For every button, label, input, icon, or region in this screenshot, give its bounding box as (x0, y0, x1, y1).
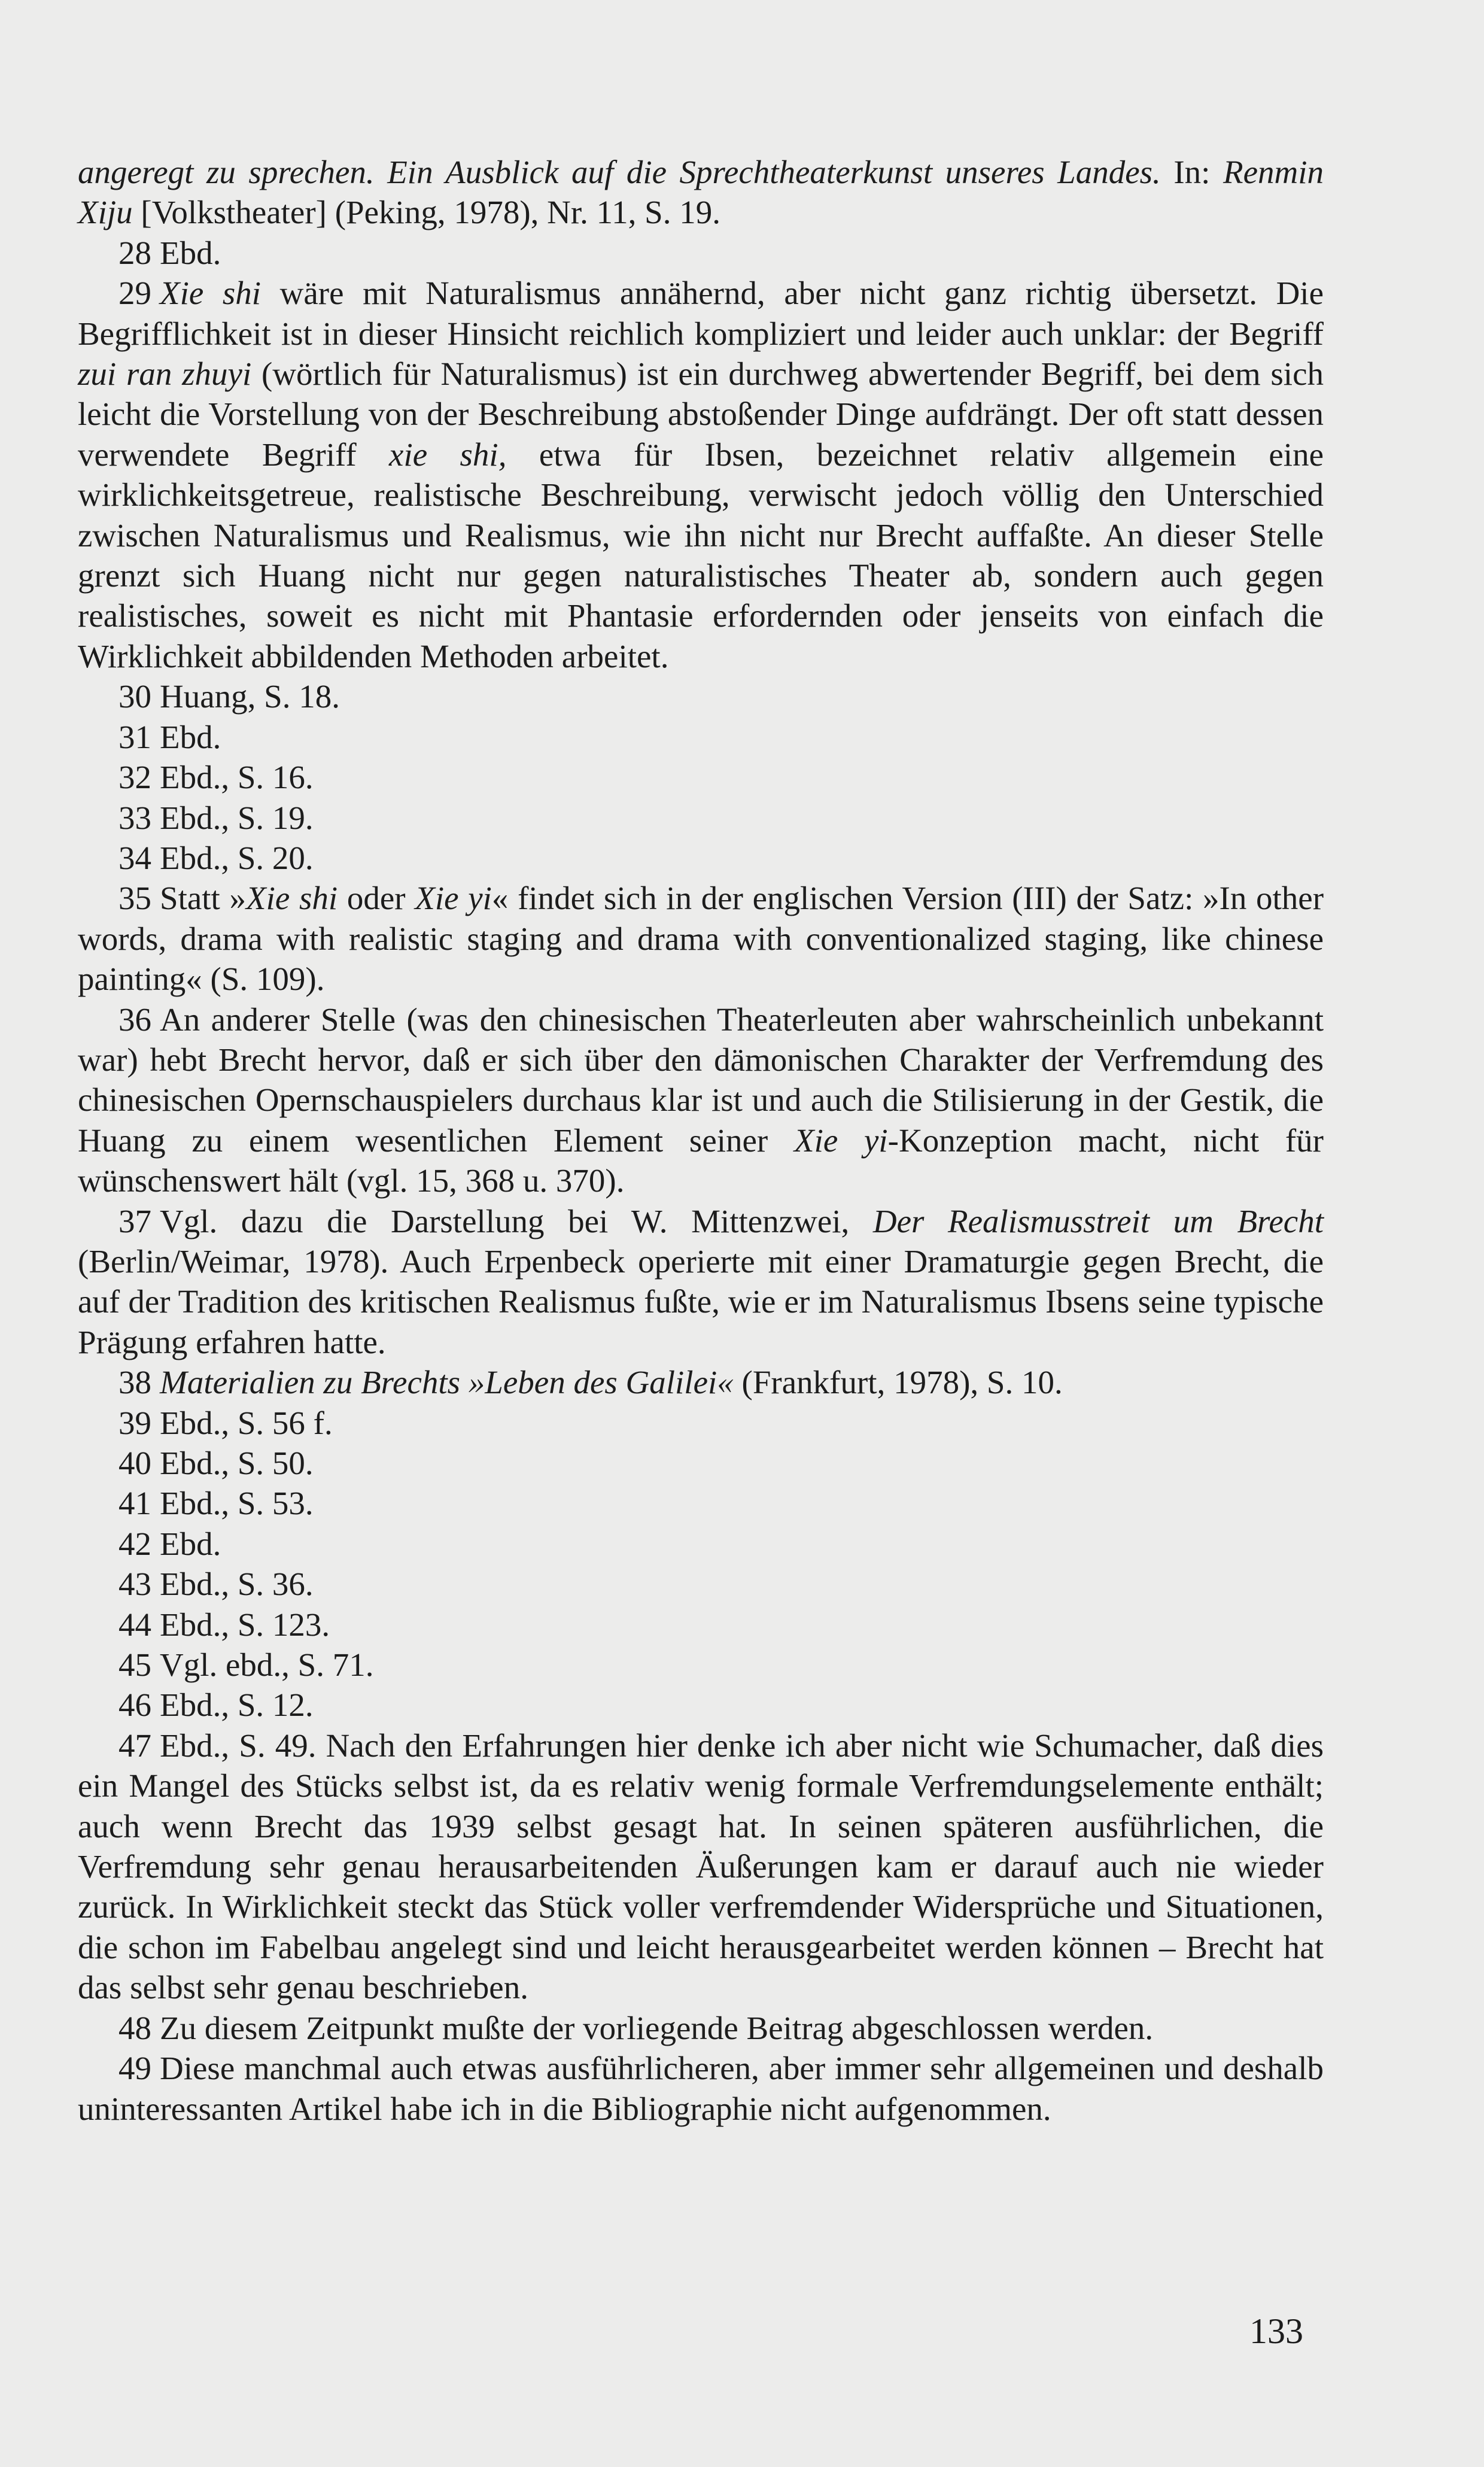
endnote-41 (78, 1483, 1324, 1523)
endnote-number: 44 (118, 1606, 151, 1643)
endnote-number: 41 (118, 1485, 151, 1522)
note-text: An anderer Stelle (was den chinesischen Theaterleuten aber wahrscheinlich unbekannt war) hebt Brecht hervor, daß er sich über den dämonischen Charakter der Verfremdung des chinesischen Opernschauspielers durchaus klar ist und auch die Stilisierung in der Gestik, die Huang zu einem wesentlichen Element seiner (78, 1001, 1324, 1159)
endnote-29 (78, 273, 1324, 676)
italic-text: Materialien zu Brechts »Leben des Galilei« (160, 1364, 734, 1401)
endnote-47 (78, 1725, 1324, 2008)
endnote-32 (78, 757, 1324, 797)
note-text: etwa für Ibsen, bezeichnet relativ allgemein eine wirklichkeitsgetreue, realistische Beschreibung, verwischt jedoch völlig den Unterschied zwischen Naturalismus und Realismus, wie ihn nicht nur Brecht auffaßte. An dieser Stelle grenzt sich Huang nicht nur gegen naturalistisches Theater ab, sondern auch gegen realistisches, soweit es nicht mit Phantasie erfordernden oder jenseits von einfach die Wirklichkeit abbildenden Methoden arbeitet. (78, 436, 1324, 675)
endnote-42 (78, 1524, 1324, 1564)
endnote-38 (78, 1362, 1324, 1402)
endnote-number: 38 (118, 1364, 151, 1401)
note-text: Statt » (160, 880, 247, 917)
note-text: (Berlin/Weimar, 1978). Auch Erpenbeck operierte mit einer Dramaturgie gegen Brecht, die auf der Tradition des kritischen Realismus fußte, wie er im Naturalismus Ibsens seine typische Prägung erfahren hatte. (78, 1242, 1324, 1360)
note-text: (wörtlich für Naturalismus) ist ein durchweg abwertender Begriff, bei dem sich leicht die Vorstellung von der Beschreibung abstoßender Dinge aufdrängt. Der oft statt dessen verwendete Begriff (78, 356, 1324, 473)
italic-text: Renmin Xiju (78, 154, 1324, 231)
note-text: Ebd., S. 36. (160, 1566, 314, 1603)
endnote-number: 39 (118, 1404, 151, 1441)
italic-text: zui ran zhuyi (78, 356, 252, 393)
note-text: Huang, S. 18. (160, 678, 340, 715)
endnote-continuation (78, 152, 1324, 233)
note-text: Ebd., S. 19. (160, 799, 314, 836)
page-number: 133 (1249, 2311, 1303, 2351)
endnote-35 (78, 878, 1324, 999)
endnote-number: 46 (118, 1687, 151, 1724)
endnote-number: 35 (118, 880, 151, 917)
endnote-40 (78, 1443, 1324, 1483)
endnote-number: 30 (118, 678, 151, 715)
note-text: [Volkstheater] (Peking, 1978), Nr. 11, S. 19. (132, 194, 720, 231)
note-text: Diese manchmal auch etwas ausführlicheren, aber immer sehr allgemeinen und deshalb uninteressanten Artikel habe ich in die Bibliographie nicht aufgenommen. (78, 2050, 1324, 2127)
endnote-46 (78, 1685, 1324, 1725)
endnote-number: 37 (118, 1202, 151, 1239)
italic-text: Der Realismusstreit um Brecht (872, 1202, 1324, 1239)
italic-text: xie shi, (389, 436, 507, 473)
note-text: Ebd., S. 16. (160, 759, 314, 796)
note-text: Ebd. (160, 1525, 221, 1562)
endnote-number: 43 (118, 1566, 151, 1603)
endnote-number: 40 (118, 1445, 151, 1481)
endnote-number: 29 (118, 275, 151, 312)
note-text: In: (1160, 154, 1223, 190)
endnote-number: 47 (118, 1727, 151, 1764)
italic-text: Xie yi (415, 880, 492, 917)
endnotes-block (78, 152, 1324, 2129)
endnote-34 (78, 838, 1324, 878)
endnote-number: 42 (118, 1525, 151, 1562)
endnote-30 (78, 676, 1324, 716)
endnote-45 (78, 1645, 1324, 1685)
italic-text: angeregt zu sprechen. Ein Ausblick auf die Sprechtheaterkunst unseres Landes. (78, 154, 1161, 190)
italic-text: Xie shi (246, 880, 338, 917)
endnote-28 (78, 233, 1324, 273)
endnote-48 (78, 2008, 1324, 2048)
endnote-37 (78, 1201, 1324, 1363)
note-text: oder (337, 880, 415, 917)
endnote-number: 32 (118, 759, 151, 796)
endnote-44 (78, 1605, 1324, 1645)
note-text: « findet sich in der englischen Version (III) der Satz: »In other words, drama with realistic staging and drama with conventionalized staging, like chinese painting« (S. 109). (78, 880, 1324, 998)
endnote-49 (78, 2048, 1324, 2129)
note-text: -Konzeption macht, nicht für wünschenswert hält (vgl. 15, 368 u. 370). (78, 1122, 1324, 1199)
endnote-number: 45 (118, 1646, 151, 1684)
endnote-number: 34 (118, 839, 151, 876)
endnote-number: 49 (118, 2050, 151, 2087)
note-text: Ebd. (160, 234, 221, 271)
endnote-number: 36 (118, 1001, 151, 1038)
note-text: Ebd., S. 123. (160, 1606, 330, 1643)
endnote-36 (78, 999, 1324, 1201)
endnote-number: 48 (118, 2009, 151, 2046)
note-text: Ebd., S. 49. Nach den Erfahrungen hier denke ich aber nicht wie Schumacher, daß dies ein Mangel des Stücks selbst ist, da es relativ wenig formale Verfremdungselemente enthält; auch wenn Brecht das 1939 selbst gesagt hat. In seinen späteren ausführlichen, die Verfremdung sehr genau herausarbeitenden Äußerungen kam er darauf auch nie wieder zurück. In Wirklichkeit steckt das Stück voller verfremdender Widersprüche und Situationen, die schon im Fabelbau angelegt sind und leicht herausgearbeitet werden können – Brecht hat das selbst sehr genau beschrieben. (78, 1727, 1324, 2006)
endnote-31 (78, 717, 1324, 757)
note-text: Ebd., S. 56 f. (160, 1404, 333, 1441)
note-text: Vgl. ebd., S. 71. (160, 1646, 374, 1684)
italic-text: Xie yi (793, 1122, 888, 1159)
endnote-43 (78, 1564, 1324, 1604)
note-text: (Frankfurt, 1978), S. 10. (733, 1364, 1063, 1401)
note-text: Vgl. dazu die Darstellung bei W. Mittenzwei, (160, 1202, 873, 1239)
note-text: Ebd. (160, 718, 221, 755)
note-text: Ebd., S. 12. (160, 1687, 314, 1724)
note-text: Ebd., S. 53. (160, 1485, 314, 1522)
italic-text: Xie shi (160, 275, 261, 312)
endnote-number: 31 (118, 718, 151, 755)
endnote-number: 28 (118, 234, 151, 271)
note-text: Zu diesem Zeitpunkt mußte der vorliegende Beitrag abgeschlossen werden. (160, 2009, 1154, 2046)
endnote-number: 33 (118, 799, 151, 836)
endnote-39 (78, 1403, 1324, 1443)
endnote-33 (78, 798, 1324, 838)
note-text: Ebd., S. 20. (160, 839, 314, 876)
note-text: Ebd., S. 50. (160, 1445, 314, 1481)
note-text: wäre mit Naturalismus annähernd, aber nicht ganz richtig übersetzt. Die Begrifflichkeit ist in dieser Hinsicht reichlich kompliziert und leider auch unklar: der Begriff (78, 275, 1324, 352)
